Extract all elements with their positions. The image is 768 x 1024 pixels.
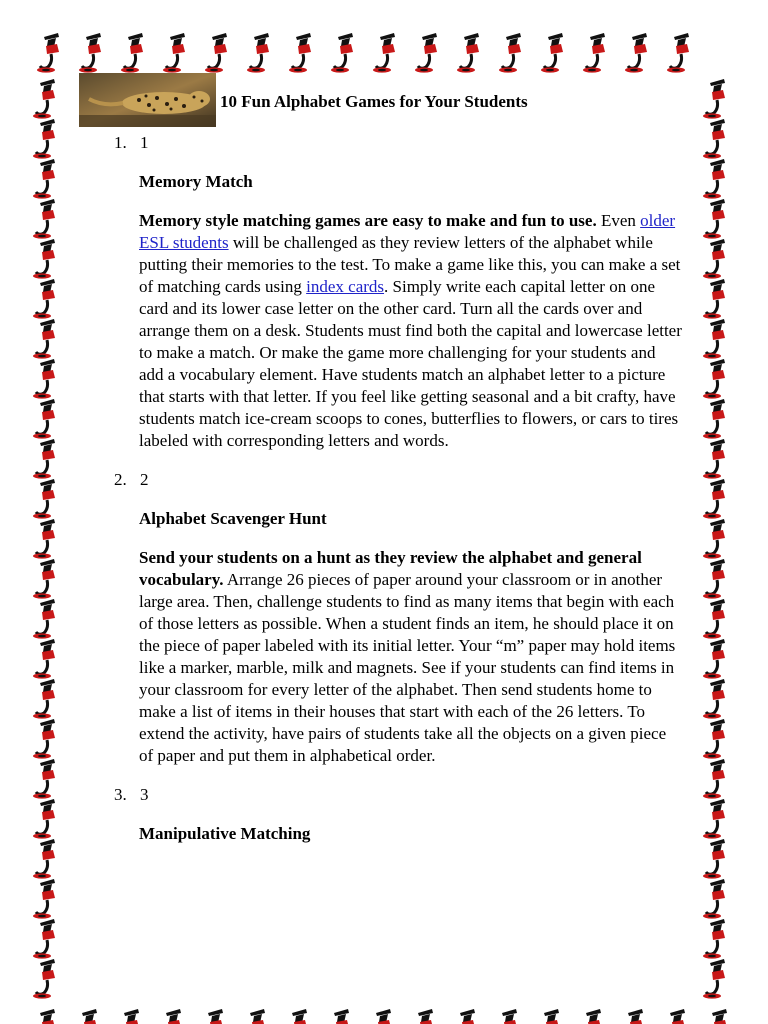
ornament-icon — [30, 156, 64, 200]
ornament-icon — [700, 356, 734, 400]
ornament-icon — [700, 196, 734, 240]
ornament-icon — [286, 30, 320, 74]
ornament-icon — [366, 1006, 400, 1024]
item-paragraph: Send your students on a hunt as they review the alphabet and general vocabulary. Arrange 26 pieces of paper around your classroom or in another large area. Then, challenge students to find as many items that begin with each of those letters as possible. When a student finds an item, he should place it on the piece of paper labeled with its initial letter. Your “m” paper may hold items like a marker, marble, milk and magnets. See if your students can find items in your classroom for every letter of the alphabet. Then send students home to make a list of items in their houses that start with each of the 26 letters. To extend the activity, have pairs of students take all the objects on a given piece of paper and put them in alphabetical order. — [139, 548, 676, 765]
ornament-icon — [30, 196, 64, 240]
ornament-icon — [72, 1006, 106, 1024]
ornament-icon — [700, 116, 734, 160]
ornament-icon — [160, 30, 194, 74]
ornament-icon — [700, 836, 734, 880]
list-number-marker: 3. — [114, 785, 127, 804]
item-subtitle: Memory Match — [139, 172, 253, 191]
ornament-icon — [30, 516, 64, 560]
ornament-icon — [30, 1006, 64, 1024]
ornament-icon — [700, 236, 734, 280]
ornament-icon — [198, 1006, 232, 1024]
ornament-icon — [700, 276, 734, 320]
ornament-icon — [30, 556, 64, 600]
item-lead-sentence: Send your students on a hunt as they review the alphabet and general vocabulary. — [139, 548, 642, 589]
ornament-icon — [30, 796, 64, 840]
ornament-icon — [240, 1006, 274, 1024]
ornament-icon — [450, 1006, 484, 1024]
ornament-icon — [496, 30, 530, 74]
list-item — [114, 469, 682, 784]
ornament-icon — [700, 636, 734, 680]
ornament-icon — [700, 516, 734, 560]
ornament-icon — [700, 76, 734, 120]
ornament-icon — [30, 876, 64, 920]
ornament-icon — [30, 236, 64, 280]
ornament-icon — [412, 30, 446, 74]
list-item — [114, 132, 682, 469]
ornament-icon — [30, 836, 64, 880]
ornament-icon — [580, 30, 614, 74]
ornament-icon — [700, 716, 734, 760]
ornament-icon — [408, 1006, 442, 1024]
ornament-icon — [30, 276, 64, 320]
ornament-icon — [454, 30, 488, 74]
ornament-icon — [30, 476, 64, 520]
ornament-icon — [700, 476, 734, 520]
ornament-icon — [30, 676, 64, 720]
ornament-icon — [30, 636, 64, 680]
ornament-icon — [534, 1006, 568, 1024]
ornament-icon — [30, 716, 64, 760]
ornament-icon — [700, 756, 734, 800]
ornament-icon — [202, 30, 236, 74]
list-number-text: 3 — [140, 785, 149, 804]
list-number-text: 1 — [140, 133, 149, 152]
ornament-icon — [622, 30, 656, 74]
ornament-icon — [700, 796, 734, 840]
ornament-icon — [618, 1006, 652, 1024]
ornament-icon — [324, 1006, 358, 1024]
ornament-icon — [30, 436, 64, 480]
list-number-marker: 2. — [114, 470, 127, 489]
ornament-icon — [700, 676, 734, 720]
ornament-icon — [30, 116, 64, 160]
ornament-icon — [660, 1006, 694, 1024]
ornament-icon — [492, 1006, 526, 1024]
list-number-marker: 1. — [114, 133, 127, 152]
ornament-icon — [700, 596, 734, 640]
index-cards-link[interactable]: index cards — [306, 277, 385, 296]
ornament-icon — [30, 956, 64, 1000]
games-list — [114, 132, 682, 845]
ornament-icon — [30, 76, 64, 120]
ornament-icon — [30, 596, 64, 640]
ornament-icon — [700, 916, 734, 960]
item-subtitle: Alphabet Scavenger Hunt — [139, 509, 327, 528]
item-paragraph: Memory style matching games are easy to make and fun to use. Even older ESL students will be challenged as they review letters of the alphabet while putting their memories to the test. To make a game like this, you can make a set of matching cards using index cards. Simply write each capital letter on one card and its lower case letter on the other card. Turn all the cards over and arrange them on a desk. Students must find both the capital and lowercase letter to make a match. Or make the game more challenging for your students and add a vocabulary element. Have students match an alphabet letter to a picture that starts with that letter. If you feel like getting seasonal and a bit crafty, have students match ice-cream scoops to cones, butterflies to flowers, or cars to tires labeled with corresponding letters and words. — [139, 211, 682, 450]
ornament-icon — [370, 30, 404, 74]
ornament-icon — [700, 156, 734, 200]
ornament-icon — [576, 1006, 610, 1024]
page-border-right — [690, 28, 768, 1024]
ornament-icon — [30, 756, 64, 800]
ornament-icon — [30, 356, 64, 400]
ornament-icon — [538, 30, 572, 74]
ornament-icon — [700, 396, 734, 440]
item-lead-sentence: Memory style matching games are easy to make and fun to use. — [139, 211, 597, 230]
list-item — [114, 784, 682, 845]
ornament-icon — [700, 316, 734, 360]
ornament-icon — [700, 436, 734, 480]
ornament-icon — [76, 30, 110, 74]
older-esl-students-link[interactable]: older ESL students — [139, 211, 676, 252]
ornament-icon — [328, 30, 362, 74]
ornament-icon — [282, 1006, 316, 1024]
leopard-photo-icon — [79, 73, 216, 127]
page-title: 10 Fun Alphabet Games for Your Students — [220, 92, 528, 111]
list-number-text: 2 — [140, 470, 149, 489]
ornament-icon — [30, 396, 64, 440]
ornament-icon — [114, 1006, 148, 1024]
ornament-icon — [156, 1006, 190, 1024]
page-border-left — [0, 28, 70, 1024]
ornament-icon — [700, 876, 734, 920]
item-subtitle: Manipulative Matching — [139, 824, 311, 843]
ornament-icon — [702, 1006, 736, 1024]
ornament-icon — [118, 30, 152, 74]
page-border-bottom — [0, 1000, 768, 1024]
ornament-icon — [30, 316, 64, 360]
ornament-icon — [30, 916, 64, 960]
ornament-icon — [244, 30, 278, 74]
ornament-icon — [700, 956, 734, 1000]
ornament-icon — [700, 556, 734, 600]
